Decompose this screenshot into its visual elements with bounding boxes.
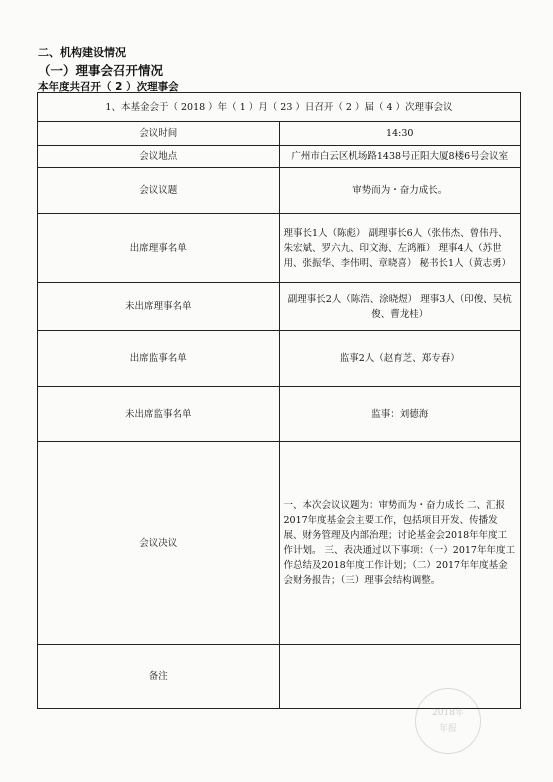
table-row-attend-directors xyxy=(38,214,521,283)
seal-label: 年报 xyxy=(438,724,457,734)
table-row-topic xyxy=(38,168,521,214)
label-absent-supervisors: 未出席监事名单 xyxy=(38,387,280,442)
meeting-table xyxy=(37,92,521,709)
table-row-place xyxy=(38,146,521,168)
table-row-time xyxy=(38,122,521,146)
table-row-absent-directors xyxy=(38,283,521,331)
value-absent-directors: 副理事长2人（陈浩、涂晓煜） 理事3人（印俊、吴杭俊、曹龙桂） xyxy=(279,283,521,331)
label-attend-supervisors: 出席监事名单 xyxy=(38,331,280,387)
label-decision: 会议决议 xyxy=(38,442,280,645)
table-row-absent-supervisors xyxy=(38,387,521,442)
table-row-attend-supervisors xyxy=(38,331,521,387)
label-remarks: 备注 xyxy=(38,645,280,709)
meeting-header: 1、本基金会于（ 2018 ）年（ 1 ）月（ 23 ）日召开（ 2 ）届（ 4 ）次理事会议 xyxy=(38,93,521,122)
label-meeting-time: 会议时间 xyxy=(38,122,280,146)
subsection-title: （一）理事会召开情况 xyxy=(38,63,164,78)
annual-report-seal xyxy=(415,688,481,754)
label-meeting-place: 会议地点 xyxy=(38,146,280,168)
table-header-row xyxy=(38,93,521,122)
value-meeting-time: 14:30 xyxy=(279,122,521,146)
value-meeting-topic: 审势而为・奋力成长。 xyxy=(279,168,521,214)
value-meeting-place: 广州市白云区机场路1438号正阳大厦8楼6号会议室 xyxy=(279,146,521,168)
seal-year: 2018年 xyxy=(432,708,464,718)
value-attend-directors: 理事长1人（陈彪） 副理事长6人（张伟杰、曾伟丹、朱宏斌、罗六九、印文海、左鸿雁） 理事4人（苏世用、张振华、李伟明、章晓喜） 秘书长1人（黄志勇） xyxy=(279,214,521,283)
table-row-decision xyxy=(38,442,521,645)
label-absent-directors: 未出席理事名单 xyxy=(38,283,280,331)
section-title: 二、机构建设情况 xyxy=(38,46,126,59)
value-decision: 一、本次会议议题为：审势而为・奋力成长 二、汇报2017年度基金会主要工作，包括项目开发、传播发展、财务管理及内部治理；讨论基金会2018年年度工作计划。 三、表决通过以下事项：（一）2017年年度工作总结及2018年度工作计划；（二）2017年年度基金会财务报告；（三）理事会结构调整。 xyxy=(279,442,521,645)
label-meeting-topic: 会议议题 xyxy=(38,168,280,214)
value-absent-supervisors: 监事：刘德海 xyxy=(279,387,521,442)
label-attend-directors: 出席理事名单 xyxy=(38,214,280,283)
value-attend-supervisors: 监事2人（赵育芝、郑专春） xyxy=(279,331,521,387)
meeting-count-text: 本年度共召开（ 2 ）次理事会 xyxy=(38,81,179,93)
value-remarks xyxy=(279,645,521,709)
